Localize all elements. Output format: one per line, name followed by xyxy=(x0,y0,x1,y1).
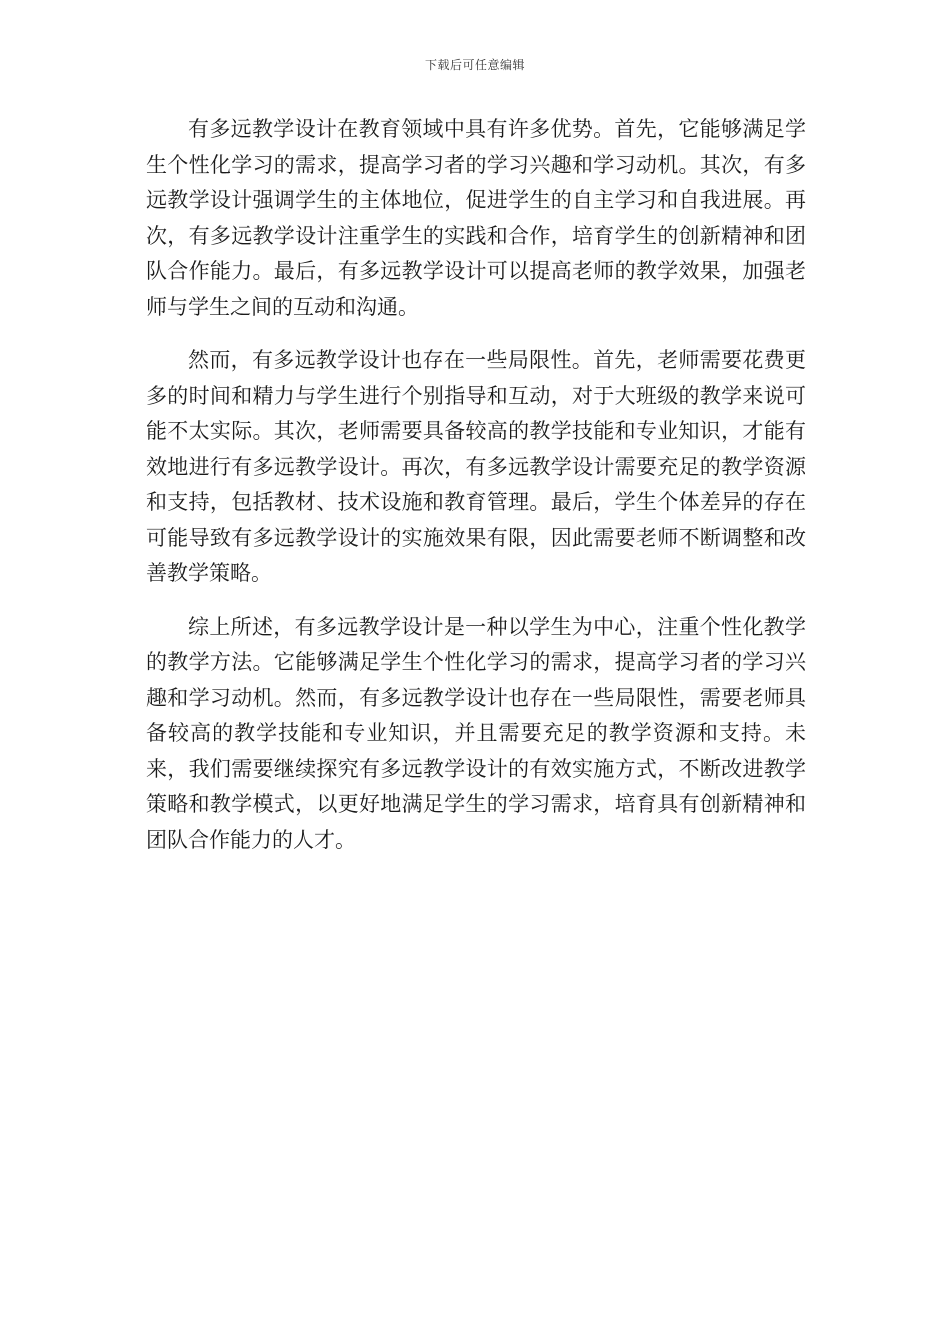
paragraph-conclusion: 综上所述，有多远教学设计是一种以学生为中心，注重个性化教学的教学方法。它能够满足学生个性化学习的需求，提高学习者的学习兴趣和学习动机。然而，有多远教学设计也存在一些局限性，需要老师具备较高的教学技能和专业知识，并且需要充足的教学资源和支持。未来，我们需要继续探究有多远教学设计的有效实施方式，不断改进教学策略和教学模式，以更好地满足学生的学习需求，培育具有创新精神和团队合作能力的人才。 xyxy=(146,614,806,852)
document-body xyxy=(146,112,806,876)
paragraph-advantages: 有多远教学设计在教育领域中具有许多优势。首先，它能够满足学生个性化学习的需求，提高学习者的学习兴趣和学习动机。其次，有多远教学设计强调学生的主体地位，促进学生的自主学习和自我进展。再次，有多远教学设计注重学生的实践和合作，培育学生的创新精神和团队合作能力。最后，有多远教学设计可以提高老师的教学效果，加强老师与学生之间的互动和沟通。 xyxy=(146,117,806,319)
page-header: 下载后可任意编辑 xyxy=(424,58,525,72)
paragraph-limitations: 然而，有多远教学设计也存在一些局限性。首先，老师需要花费更多的时间和精力与学生进行个别指导和互动，对于大班级的教学来说可能不太实际。其次，老师需要具备较高的教学技能和专业知识，才能有效地进行有多远教学设计。再次，有多远教学设计需要充足的教学资源和支持，包括教材、技术设施和教育管理。最后，学生个体差异的存在可能导致有多远教学设计的实施效果有限，因此需要老师不断调整和改善教学策略。 xyxy=(146,348,806,585)
